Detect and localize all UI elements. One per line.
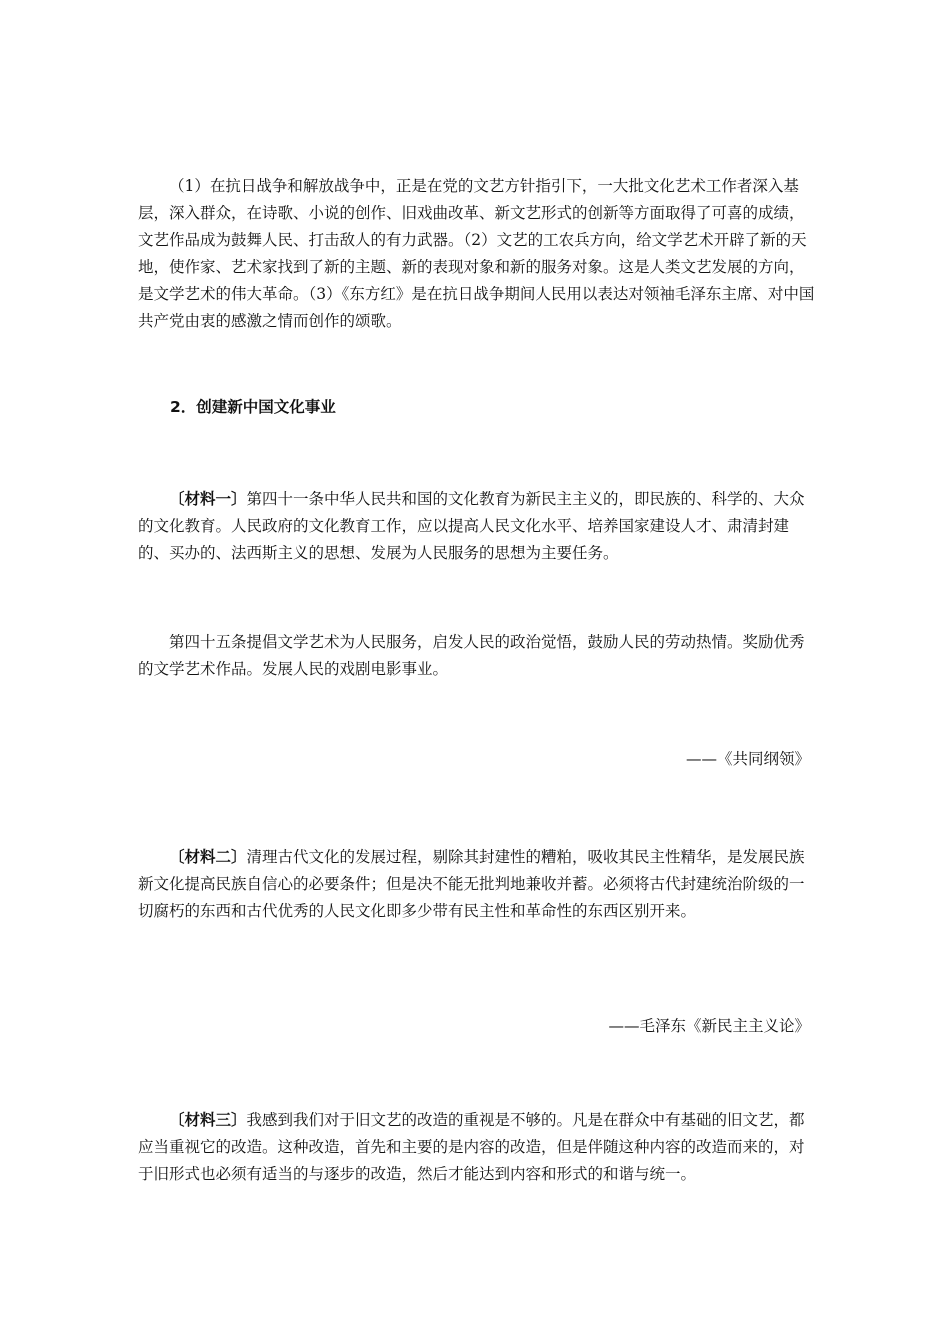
- material1-paragraph: [138, 485, 816, 567]
- section-heading: 2．创建新中国文化事业: [170, 398, 336, 416]
- material3-paragraph: [138, 1106, 816, 1188]
- material1-source: ——《共同纲领》: [685, 750, 810, 768]
- material3-label: 〔材料三〕: [169, 1110, 247, 1129]
- material2-paragraph: [138, 843, 816, 925]
- material2-label: 〔材料二〕: [169, 847, 247, 866]
- material1-label: 〔材料一〕: [169, 489, 247, 508]
- answer-paragraph: （1）在抗日战争和解放战争中，正是在党的文艺方针指引下，一大批文化艺术工作者深入基层，深入群众，在诗歌、小说的创作、旧戏曲改革、新文艺形式的创新等方面取得了可喜的成绩，文艺作品成为鼓舞人民、打击敌人的有力武器。（2）文艺的工农兵方向，给文学艺术开辟了新的天地，使作家、艺术家找到了新的主题、新的表现对象和新的服务对象。这是人类文艺发展的方向，是文学艺术的伟大革命。（3）《东方红》是在抗日战争期间人民用以表达对领袖毛泽东主席、对中国共产党由衷的感激之情而创作的颂歌。: [138, 177, 815, 330]
- material1-text: 第四十一条中华人民共和国的文化教育为新民主主义的，即民族的、科学的、大众的文化教育。人民政府的文化教育工作，应以提高人民文化水平、培养国家建设人才、肃清封建的、买办的、法西斯主义的思想、发展为人民服务的思想为主要任务。: [138, 490, 805, 562]
- material2-source: ——毛泽东《新民主主义论》: [608, 1017, 810, 1035]
- material1-paragraph-2: 第四十五条提倡文学艺术为人民服务，启发人民的政治觉悟，鼓励人民的劳动热情。奖励优秀的文学艺术作品。发展人民的戏剧电影事业。: [138, 633, 805, 678]
- material3-text: 我感到我们对于旧文艺的改造的重视是不够的。凡是在群众中有基础的旧文艺，都应当重视它的改造。这种改造，首先和主要的是内容的改造，但是伴随这种内容的改造而来的，对于旧形式也必须有适当的与逐步的改造，然后才能达到内容和形式的和谐与统一。: [138, 1111, 805, 1183]
- material2-text: 清理古代文化的发展过程，剔除其封建性的糟粕，吸收其民主性精华，是发展民族新文化提高民族自信心的必要条件；但是决不能无批判地兼收并蓄。必须将古代封建统治阶级的一切腐朽的东西和古代优秀的人民文化即多少带有民主性和革命性的东西区别开来。: [138, 848, 805, 920]
